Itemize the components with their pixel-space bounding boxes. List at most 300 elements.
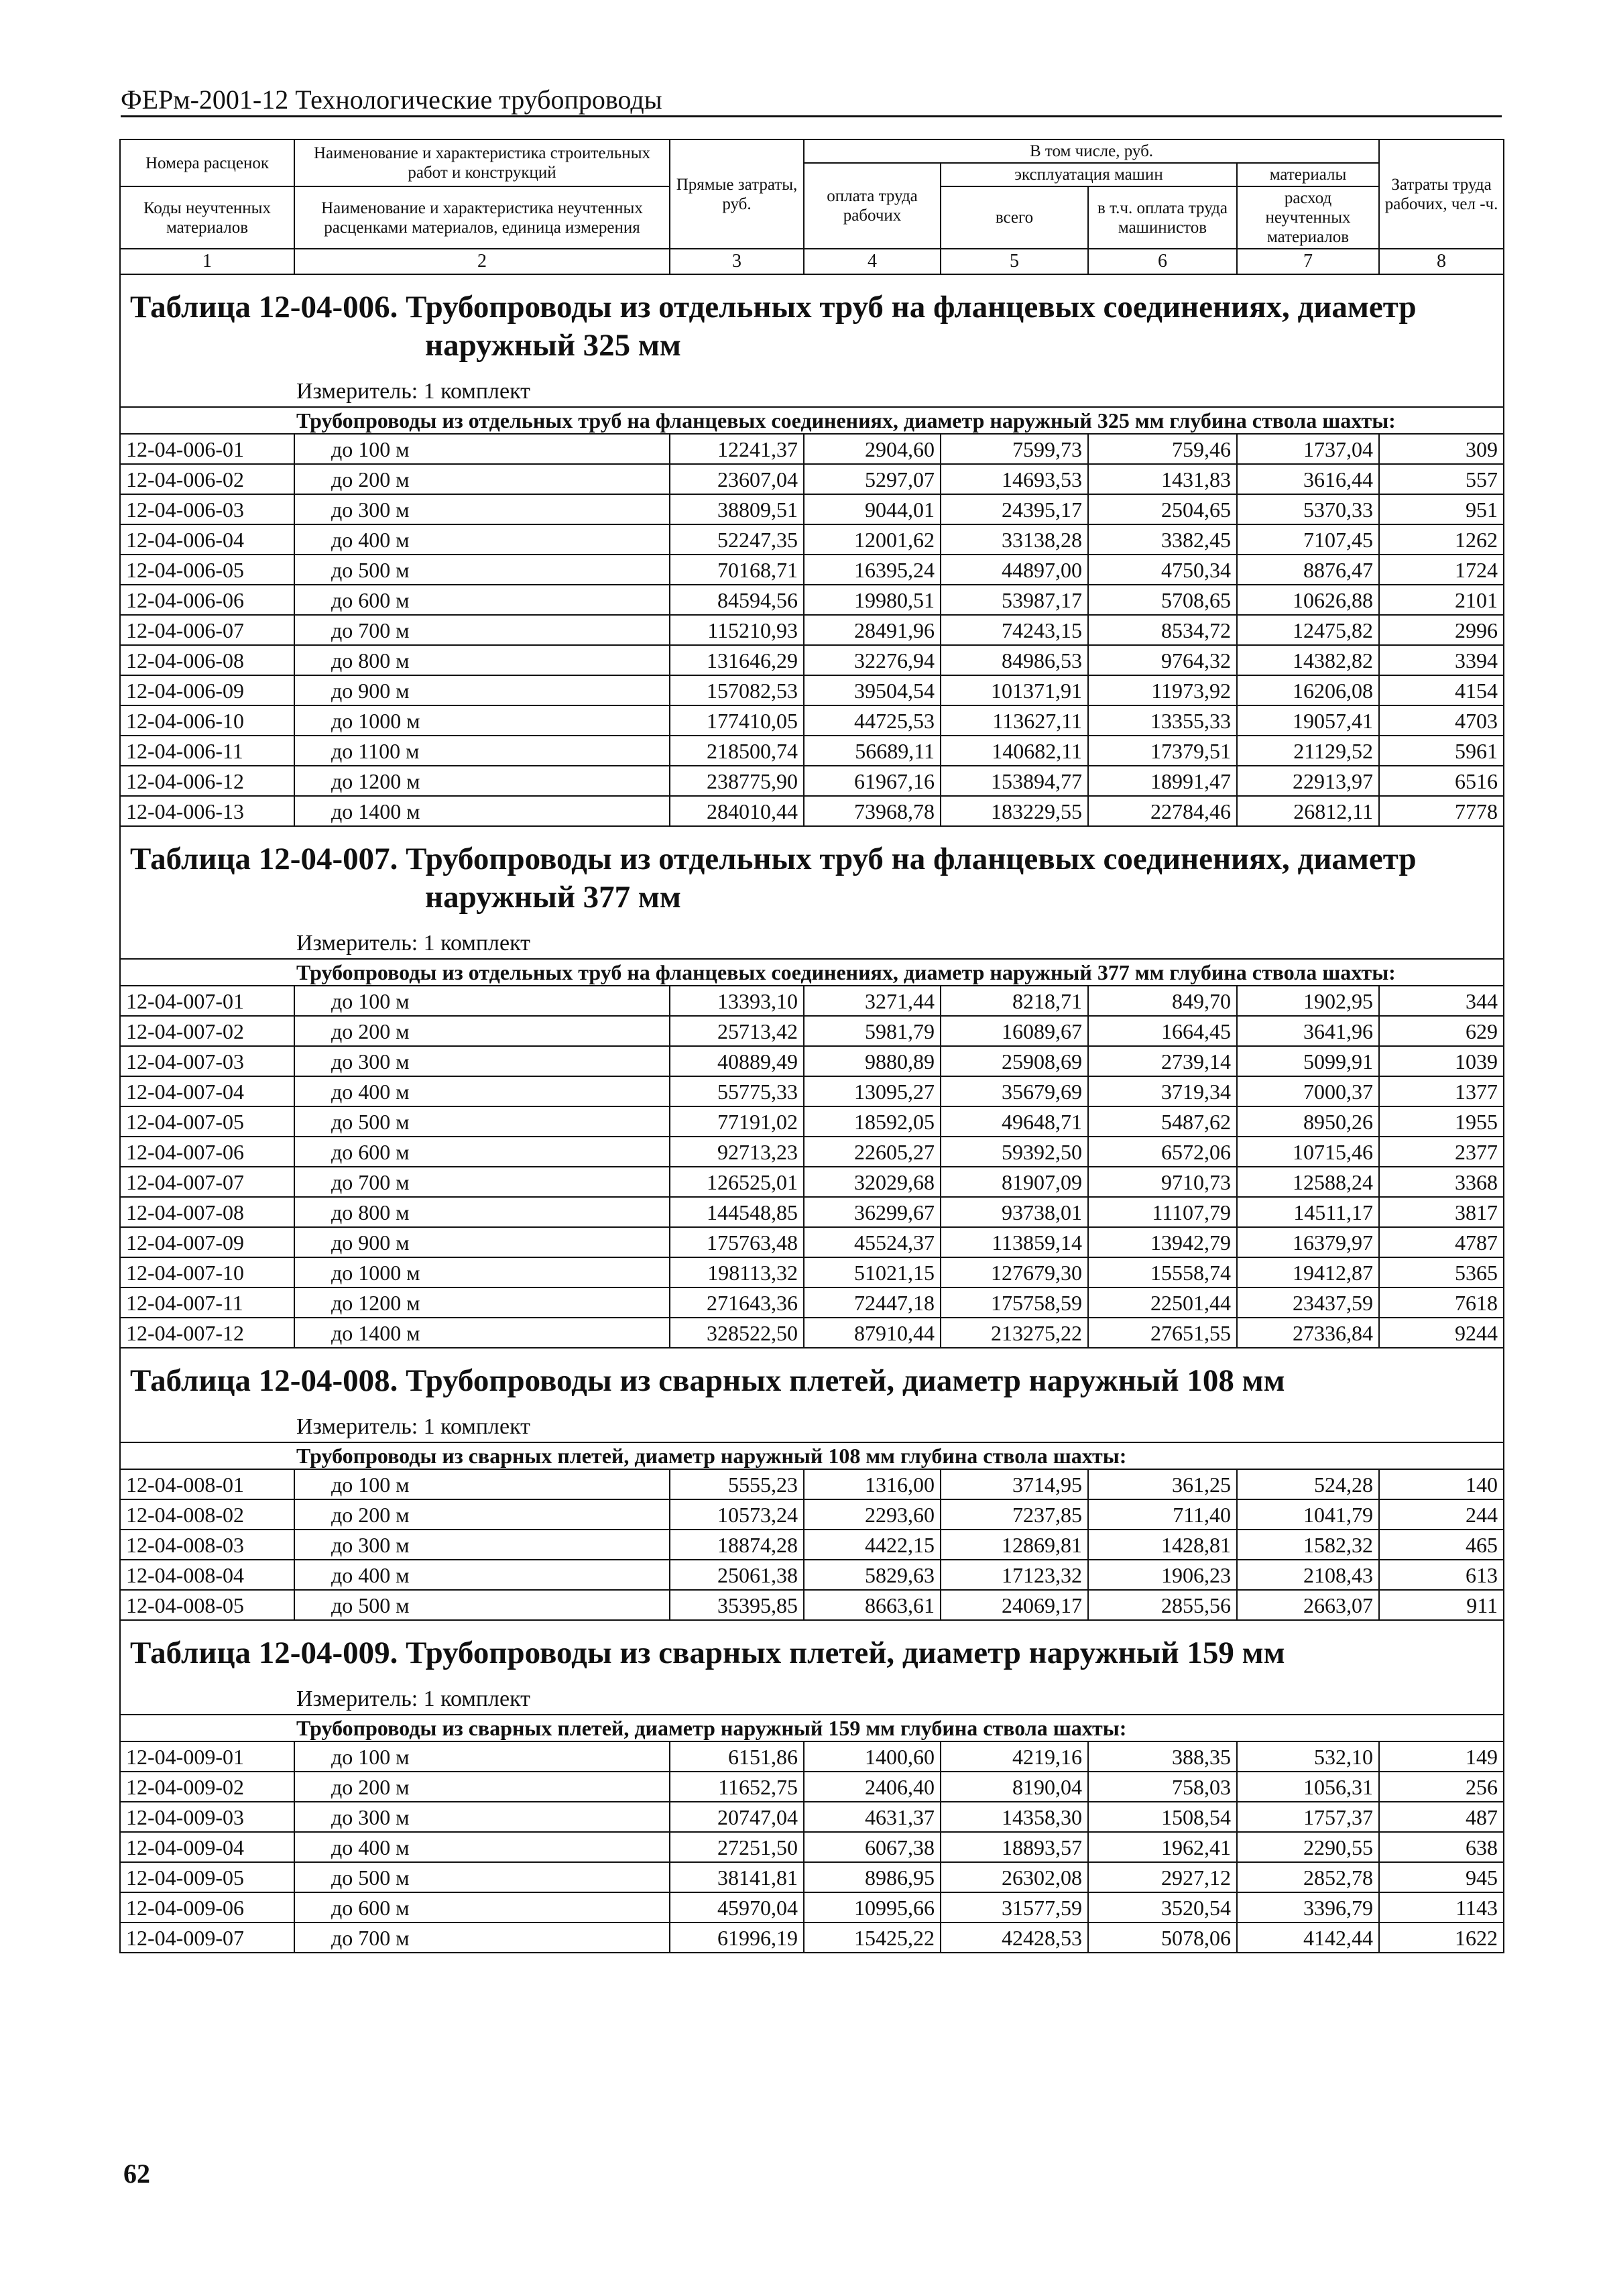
work-name: до 600 м <box>294 1137 670 1167</box>
unit-row <box>120 1684 1504 1715</box>
materials: 5370,33 <box>1237 494 1379 524</box>
worker-pay: 72447,18 <box>804 1287 941 1318</box>
materials: 8876,47 <box>1237 555 1379 585</box>
materials: 5099,91 <box>1237 1046 1379 1076</box>
rate-code: 12-04-007-08 <box>120 1197 294 1227</box>
table-title-line1: Таблица 12-04-008. Трубопроводы из сварных плетей, диаметр наружный 108 мм <box>130 1363 1285 1398</box>
unit-row <box>120 929 1504 959</box>
operators-pay: 11107,79 <box>1088 1197 1237 1227</box>
worker-pay: 5829,63 <box>804 1560 941 1590</box>
table-title-line1: Таблица 12-04-006. Трубопроводы из отдельных труб на фланцевых соединениях, диаметр <box>130 290 1417 325</box>
materials: 14511,17 <box>1237 1197 1379 1227</box>
operators-pay: 711,40 <box>1088 1499 1237 1530</box>
machines-total: 81907,09 <box>941 1167 1088 1197</box>
materials: 16379,97 <box>1237 1227 1379 1257</box>
labor-hours: 1262 <box>1379 524 1504 555</box>
work-name: до 500 м <box>294 1590 670 1620</box>
worker-pay: 12001,62 <box>804 524 941 555</box>
operators-pay: 8534,72 <box>1088 615 1237 645</box>
materials: 26812,11 <box>1237 796 1379 826</box>
table-row <box>120 1499 1504 1530</box>
operators-pay: 1431,83 <box>1088 464 1237 494</box>
materials: 1737,04 <box>1237 434 1379 464</box>
labor-hours: 1143 <box>1379 1892 1504 1922</box>
rate-code: 12-04-008-04 <box>120 1560 294 1590</box>
rate-code: 12-04-008-02 <box>120 1499 294 1530</box>
operators-pay: 1428,81 <box>1088 1530 1237 1560</box>
section-subheading: Трубопроводы из сварных плетей, диаметр наружный 108 мм глубина ствола шахты: <box>120 1442 1504 1469</box>
section-subheading: Трубопроводы из отдельных труб на фланцевых соединениях, диаметр наружный 325 мм глубина ствола шахты: <box>120 407 1504 434</box>
machines-total: 3714,95 <box>941 1469 1088 1499</box>
rate-code: 12-04-006-11 <box>120 736 294 766</box>
labor-hours: 309 <box>1379 434 1504 464</box>
col-direct-costs-header: Прямые затраты, руб. <box>670 139 804 249</box>
operators-pay: 3520,54 <box>1088 1892 1237 1922</box>
worker-pay: 22605,27 <box>804 1137 941 1167</box>
work-name: до 1100 м <box>294 736 670 766</box>
operators-pay: 2739,14 <box>1088 1046 1237 1076</box>
labor-hours: 2377 <box>1379 1137 1504 1167</box>
labor-hours: 6516 <box>1379 766 1504 796</box>
spacer-cell <box>120 1348 1504 1358</box>
table-title <box>120 1358 1504 1412</box>
rate-code: 12-04-009-06 <box>120 1892 294 1922</box>
materials: 1582,32 <box>1237 1530 1379 1560</box>
machines-total: 24069,17 <box>941 1590 1088 1620</box>
worker-pay: 56689,11 <box>804 736 941 766</box>
machines-total: 49648,71 <box>941 1106 1088 1137</box>
materials: 2663,07 <box>1237 1590 1379 1620</box>
machines-total: 35679,69 <box>941 1076 1088 1106</box>
materials: 23437,59 <box>1237 1287 1379 1318</box>
work-name: до 100 м <box>294 986 670 1016</box>
section-subheading: Трубопроводы из сварных плетей, диаметр наружный 159 мм глубина ствола шахты: <box>120 1715 1504 1741</box>
labor-hours: 4787 <box>1379 1227 1504 1257</box>
worker-pay: 32029,68 <box>804 1167 941 1197</box>
labor-hours: 2101 <box>1379 585 1504 615</box>
table-row <box>120 1076 1504 1106</box>
rate-code: 12-04-007-03 <box>120 1046 294 1076</box>
direct-costs: 175763,48 <box>670 1227 804 1257</box>
direct-costs: 18874,28 <box>670 1530 804 1560</box>
rate-code: 12-04-006-06 <box>120 585 294 615</box>
table-row <box>120 585 1504 615</box>
rate-code: 12-04-006-12 <box>120 766 294 796</box>
table-row <box>120 1227 1504 1257</box>
spacer-row <box>120 1620 1504 1630</box>
materials: 27336,84 <box>1237 1318 1379 1348</box>
labor-hours: 911 <box>1379 1590 1504 1620</box>
work-name: до 1400 м <box>294 796 670 826</box>
labor-hours: 951 <box>1379 494 1504 524</box>
direct-costs: 70168,71 <box>670 555 804 585</box>
direct-costs: 198113,32 <box>670 1257 804 1287</box>
work-name: до 900 м <box>294 1227 670 1257</box>
work-name: до 1200 м <box>294 766 670 796</box>
work-name: до 400 м <box>294 1832 670 1862</box>
table-row <box>120 524 1504 555</box>
machines-total: 17123,32 <box>941 1560 1088 1590</box>
operators-pay: 1508,54 <box>1088 1802 1237 1832</box>
column-numbers-row <box>120 249 1504 274</box>
work-name: до 400 м <box>294 1076 670 1106</box>
rate-code: 12-04-006-01 <box>120 434 294 464</box>
work-name: до 300 м <box>294 494 670 524</box>
operators-pay: 388,35 <box>1088 1741 1237 1772</box>
materials: 1757,37 <box>1237 1802 1379 1832</box>
table-row <box>120 464 1504 494</box>
materials: 1041,79 <box>1237 1499 1379 1530</box>
direct-costs: 177410,05 <box>670 705 804 736</box>
table-title-line2: наружный 377 мм <box>425 880 681 915</box>
machines-total: 213275,22 <box>941 1318 1088 1348</box>
section-subheading: Трубопроводы из отдельных труб на фланцевых соединениях, диаметр наружный 377 мм глубина ствола шахты: <box>120 959 1504 986</box>
worker-pay: 9044,01 <box>804 494 941 524</box>
labor-hours: 1724 <box>1379 555 1504 585</box>
machines-total: 59392,50 <box>941 1137 1088 1167</box>
rate-code: 12-04-007-11 <box>120 1287 294 1318</box>
rate-code: 12-04-006-13 <box>120 796 294 826</box>
unit-label: Измеритель: 1 комплект <box>120 929 1504 959</box>
col-including-header: В том числе, руб. <box>804 139 1379 163</box>
table-header <box>120 139 1504 274</box>
direct-costs: 84594,56 <box>670 585 804 615</box>
rate-code: 12-04-007-10 <box>120 1257 294 1287</box>
materials: 7107,45 <box>1237 524 1379 555</box>
rate-code: 12-04-006-02 <box>120 464 294 494</box>
machines-total: 8218,71 <box>941 986 1088 1016</box>
table-body <box>120 274 1504 1953</box>
spacer-row <box>120 274 1504 284</box>
operators-pay: 4750,34 <box>1088 555 1237 585</box>
rate-code: 12-04-007-05 <box>120 1106 294 1137</box>
labor-hours: 7778 <box>1379 796 1504 826</box>
table-row <box>120 1469 1504 1499</box>
work-name: до 600 м <box>294 585 670 615</box>
labor-hours: 557 <box>1379 464 1504 494</box>
work-name: до 200 м <box>294 1499 670 1530</box>
worker-pay: 16395,24 <box>804 555 941 585</box>
direct-costs: 218500,74 <box>670 736 804 766</box>
labor-hours: 1039 <box>1379 1046 1504 1076</box>
direct-costs: 38141,81 <box>670 1862 804 1892</box>
column-number: 3 <box>670 249 804 274</box>
worker-pay: 87910,44 <box>804 1318 941 1348</box>
unit-label: Измеритель: 1 комплект <box>120 377 1504 407</box>
col-material-usage-header: расход неучтенных материалов <box>1237 186 1379 249</box>
direct-costs: 238775,90 <box>670 766 804 796</box>
work-name: до 100 м <box>294 1469 670 1499</box>
labor-hours: 1955 <box>1379 1106 1504 1137</box>
spacer-cell <box>120 826 1504 836</box>
operators-pay: 361,25 <box>1088 1469 1237 1499</box>
materials: 1056,31 <box>1237 1772 1379 1802</box>
rate-code: 12-04-006-03 <box>120 494 294 524</box>
machines-total: 26302,08 <box>941 1862 1088 1892</box>
operators-pay: 3382,45 <box>1088 524 1237 555</box>
machines-total: 33138,28 <box>941 524 1088 555</box>
operators-pay: 759,46 <box>1088 434 1237 464</box>
direct-costs: 144548,85 <box>670 1197 804 1227</box>
table-row <box>120 434 1504 464</box>
materials: 2290,55 <box>1237 1832 1379 1862</box>
work-name: до 400 м <box>294 1560 670 1590</box>
worker-pay: 6067,38 <box>804 1832 941 1862</box>
worker-pay: 3271,44 <box>804 986 941 1016</box>
materials: 22913,97 <box>1237 766 1379 796</box>
subhead-row <box>120 1715 1504 1741</box>
direct-costs: 328522,50 <box>670 1318 804 1348</box>
rate-code: 12-04-008-05 <box>120 1590 294 1620</box>
machines-total: 31577,59 <box>941 1892 1088 1922</box>
worker-pay: 5981,79 <box>804 1016 941 1046</box>
operators-pay: 5487,62 <box>1088 1106 1237 1137</box>
machines-total: 7237,85 <box>941 1499 1088 1530</box>
running-header: ФЕРм-2001-12 Технологические трубопроводы <box>121 86 1502 117</box>
col-material-name-header: Наименование и характеристика неучтенных расценками материалов, единица измерения <box>294 186 670 249</box>
table-row <box>120 555 1504 585</box>
operators-pay: 9710,73 <box>1088 1167 1237 1197</box>
direct-costs: 25061,38 <box>670 1560 804 1590</box>
work-name: до 500 м <box>294 555 670 585</box>
direct-costs: 25713,42 <box>670 1016 804 1046</box>
direct-costs: 5555,23 <box>670 1469 804 1499</box>
work-name: до 700 м <box>294 1167 670 1197</box>
worker-pay: 19980,51 <box>804 585 941 615</box>
machines-total: 113627,11 <box>941 705 1088 736</box>
worker-pay: 1400,60 <box>804 1741 941 1772</box>
operators-pay: 11973,92 <box>1088 675 1237 705</box>
machines-total: 101371,91 <box>941 675 1088 705</box>
table-title-line2: наружный 325 мм <box>425 328 681 363</box>
spacer-row <box>120 826 1504 836</box>
machines-total: 14693,53 <box>941 464 1088 494</box>
machines-total: 12869,81 <box>941 1530 1088 1560</box>
direct-costs: 284010,44 <box>670 796 804 826</box>
worker-pay: 9880,89 <box>804 1046 941 1076</box>
labor-hours: 5961 <box>1379 736 1504 766</box>
column-number: 1 <box>120 249 294 274</box>
labor-hours: 465 <box>1379 1530 1504 1560</box>
table-title-line1: Таблица 12-04-007. Трубопроводы из отдельных труб на фланцевых соединениях, диаметр <box>130 842 1417 876</box>
work-name: до 400 м <box>294 524 670 555</box>
table-row <box>120 1741 1504 1772</box>
col-operators-pay-header: в т.ч. оплата труда машинистов <box>1088 186 1237 249</box>
rate-code: 12-04-006-07 <box>120 615 294 645</box>
worker-pay: 51021,15 <box>804 1257 941 1287</box>
table-row <box>120 1137 1504 1167</box>
machines-total: 183229,55 <box>941 796 1088 826</box>
operators-pay: 27651,55 <box>1088 1318 1237 1348</box>
rate-code: 12-04-007-01 <box>120 986 294 1016</box>
work-name: до 100 м <box>294 434 670 464</box>
rate-code: 12-04-007-07 <box>120 1167 294 1197</box>
materials: 8950,26 <box>1237 1106 1379 1137</box>
materials: 2108,43 <box>1237 1560 1379 1590</box>
work-name: до 100 м <box>294 1741 670 1772</box>
direct-costs: 38809,51 <box>670 494 804 524</box>
labor-hours: 613 <box>1379 1560 1504 1590</box>
table-row <box>120 1016 1504 1046</box>
table-row <box>120 1318 1504 1348</box>
table-row <box>120 705 1504 736</box>
machines-total: 153894,77 <box>941 766 1088 796</box>
work-name: до 200 м <box>294 1016 670 1046</box>
table-row <box>120 796 1504 826</box>
machines-total: 74243,15 <box>941 615 1088 645</box>
table-row <box>120 615 1504 645</box>
price-table <box>119 139 1504 1953</box>
operators-pay: 1664,45 <box>1088 1016 1237 1046</box>
worker-pay: 8663,61 <box>804 1590 941 1620</box>
labor-hours: 7618 <box>1379 1287 1504 1318</box>
column-number: 2 <box>294 249 670 274</box>
subhead-row <box>120 407 1504 434</box>
table-row <box>120 1892 1504 1922</box>
machines-total: 18893,57 <box>941 1832 1088 1862</box>
work-name: до 700 м <box>294 1922 670 1953</box>
direct-costs: 20747,04 <box>670 1802 804 1832</box>
materials: 16206,08 <box>1237 675 1379 705</box>
unit-label: Измеритель: 1 комплект <box>120 1412 1504 1442</box>
table-row <box>120 1802 1504 1832</box>
worker-pay: 28491,96 <box>804 615 941 645</box>
materials: 10715,46 <box>1237 1137 1379 1167</box>
direct-costs: 13393,10 <box>670 986 804 1016</box>
rate-code: 12-04-007-02 <box>120 1016 294 1046</box>
labor-hours: 3394 <box>1379 645 1504 675</box>
unit-row <box>120 1412 1504 1442</box>
direct-costs: 55775,33 <box>670 1076 804 1106</box>
labor-hours: 244 <box>1379 1499 1504 1530</box>
materials: 2852,78 <box>1237 1862 1379 1892</box>
operators-pay: 9764,32 <box>1088 645 1237 675</box>
work-name: до 1200 м <box>294 1287 670 1318</box>
table-row <box>120 1772 1504 1802</box>
machines-total: 7599,73 <box>941 434 1088 464</box>
machines-total: 84986,53 <box>941 645 1088 675</box>
operators-pay: 13355,33 <box>1088 705 1237 736</box>
worker-pay: 1316,00 <box>804 1469 941 1499</box>
col-machines-total-header: всего <box>941 186 1088 249</box>
labor-hours: 4703 <box>1379 705 1504 736</box>
work-name: до 800 м <box>294 1197 670 1227</box>
rate-code: 12-04-007-09 <box>120 1227 294 1257</box>
operators-pay: 13942,79 <box>1088 1227 1237 1257</box>
table-row <box>120 1106 1504 1137</box>
operators-pay: 6572,06 <box>1088 1137 1237 1167</box>
materials: 7000,37 <box>1237 1076 1379 1106</box>
worker-pay: 44725,53 <box>804 705 941 736</box>
direct-costs: 92713,23 <box>670 1137 804 1167</box>
column-number: 4 <box>804 249 941 274</box>
table-title-row <box>120 284 1504 377</box>
operators-pay: 18991,47 <box>1088 766 1237 796</box>
materials: 21129,52 <box>1237 736 1379 766</box>
worker-pay: 10995,66 <box>804 1892 941 1922</box>
column-number: 5 <box>941 249 1088 274</box>
labor-hours: 945 <box>1379 1862 1504 1892</box>
worker-pay: 18592,05 <box>804 1106 941 1137</box>
materials: 3641,96 <box>1237 1016 1379 1046</box>
work-name: до 900 м <box>294 675 670 705</box>
rate-code: 12-04-007-12 <box>120 1318 294 1348</box>
spacer-row <box>120 1348 1504 1358</box>
operators-pay: 2855,56 <box>1088 1590 1237 1620</box>
worker-pay: 39504,54 <box>804 675 941 705</box>
machines-total: 140682,11 <box>941 736 1088 766</box>
worker-pay: 4631,37 <box>804 1802 941 1832</box>
labor-hours: 344 <box>1379 986 1504 1016</box>
direct-costs: 61996,19 <box>670 1922 804 1953</box>
direct-costs: 12241,37 <box>670 434 804 464</box>
subhead-row <box>120 1442 1504 1469</box>
machines-total: 14358,30 <box>941 1802 1088 1832</box>
materials: 524,28 <box>1237 1469 1379 1499</box>
labor-hours: 1377 <box>1379 1076 1504 1106</box>
spacer-cell <box>120 1620 1504 1630</box>
table-row <box>120 1530 1504 1560</box>
operators-pay: 17379,51 <box>1088 736 1237 766</box>
column-number: 6 <box>1088 249 1237 274</box>
table-title-row <box>120 1630 1504 1684</box>
machines-total: 53987,17 <box>941 585 1088 615</box>
worker-pay: 8986,95 <box>804 1862 941 1892</box>
table-title-row <box>120 836 1504 929</box>
page-number: 62 <box>123 2159 150 2189</box>
rate-code: 12-04-009-07 <box>120 1922 294 1953</box>
machines-total: 127679,30 <box>941 1257 1088 1287</box>
materials: 10626,88 <box>1237 585 1379 615</box>
worker-pay: 4422,15 <box>804 1530 941 1560</box>
materials: 19057,41 <box>1237 705 1379 736</box>
materials: 12475,82 <box>1237 615 1379 645</box>
work-name: до 500 м <box>294 1106 670 1137</box>
rate-code: 12-04-009-04 <box>120 1832 294 1862</box>
table-row <box>120 1046 1504 1076</box>
column-number: 7 <box>1237 249 1379 274</box>
direct-costs: 45970,04 <box>670 1892 804 1922</box>
machines-total: 42428,53 <box>941 1922 1088 1953</box>
work-name: до 1400 м <box>294 1318 670 1348</box>
materials: 3616,44 <box>1237 464 1379 494</box>
materials: 1902,95 <box>1237 986 1379 1016</box>
labor-hours: 9244 <box>1379 1318 1504 1348</box>
machines-total: 44897,00 <box>941 555 1088 585</box>
rate-code: 12-04-009-03 <box>120 1802 294 1832</box>
labor-hours: 3368 <box>1379 1167 1504 1197</box>
column-number: 8 <box>1379 249 1504 274</box>
operators-pay: 15558,74 <box>1088 1257 1237 1287</box>
operators-pay: 2927,12 <box>1088 1862 1237 1892</box>
direct-costs: 6151,86 <box>670 1741 804 1772</box>
worker-pay: 61967,16 <box>804 766 941 796</box>
table-title-line1: Таблица 12-04-009. Трубопроводы из сварных плетей, диаметр наружный 159 мм <box>130 1635 1285 1670</box>
materials: 532,10 <box>1237 1741 1379 1772</box>
materials: 3396,79 <box>1237 1892 1379 1922</box>
machines-total: 16089,67 <box>941 1016 1088 1046</box>
work-name: до 1000 м <box>294 1257 670 1287</box>
col-material-codes-header: Коды неучтенных материалов <box>120 186 294 249</box>
machines-total: 175758,59 <box>941 1287 1088 1318</box>
unit-row <box>120 377 1504 407</box>
labor-hours: 629 <box>1379 1016 1504 1046</box>
direct-costs: 40889,49 <box>670 1046 804 1076</box>
direct-costs: 27251,50 <box>670 1832 804 1862</box>
materials: 14382,82 <box>1237 645 1379 675</box>
table-row <box>120 1257 1504 1287</box>
rate-code: 12-04-006-09 <box>120 675 294 705</box>
